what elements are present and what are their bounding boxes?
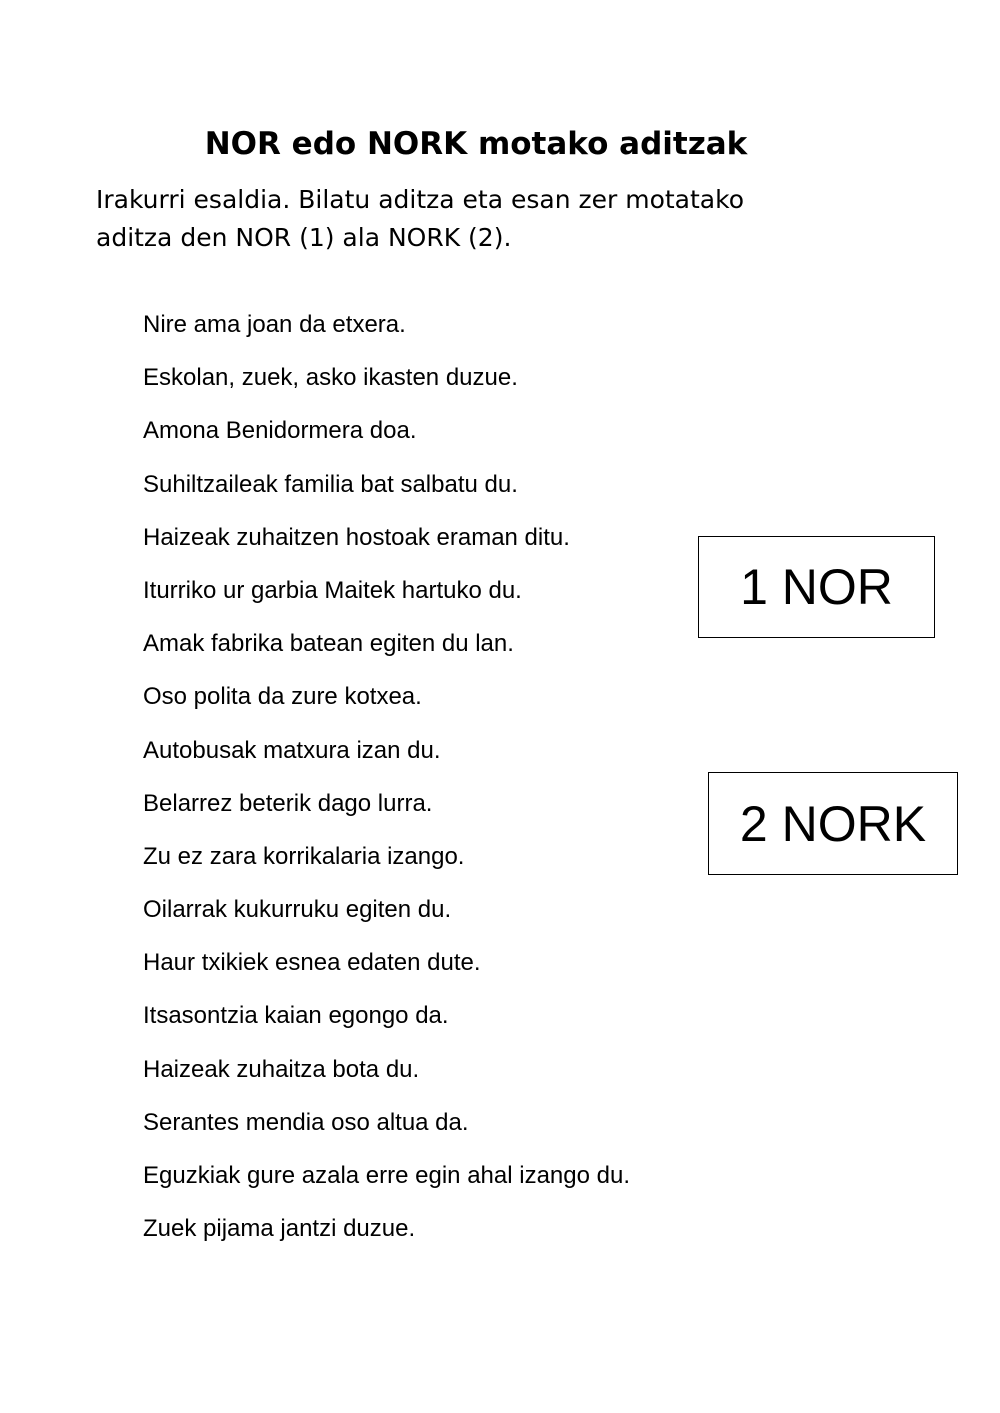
sentence-item: Belarrez beterik dago lurra. — [143, 789, 433, 817]
sentence-item: Eguzkiak gure azala erre egin ahal izango du. — [143, 1162, 630, 1189]
sentence-item: Itsasontzia kaian egongo da. — [143, 1002, 449, 1030]
sentence-item: Serantes mendia oso altua da. — [143, 1108, 469, 1136]
answer-box-nork[interactable]: 2 NORK — [708, 772, 958, 875]
sentence-item: Oso polita da zure kotxea. — [143, 683, 422, 711]
instructions-line-1: Irakurri esaldia. Bilatu aditza eta esan zer motatako — [96, 185, 744, 214]
sentence-item: Haur txikiek esnea edaten dute. — [143, 949, 481, 977]
sentence-item: Haizeak zuhaitzen hostoak eraman ditu. — [143, 523, 570, 551]
sentence-item: Nire ama joan da etxera. — [143, 311, 406, 338]
sentence-item: Zu ez zara korrikalaria izango. — [143, 842, 465, 870]
sentence-item: Zuek pijama jantzi duzue. — [143, 1215, 416, 1243]
sentence-item: Iturriko ur garbia Maitek hartuko du. — [143, 576, 522, 604]
answer-box-nor[interactable]: 1 NOR — [698, 536, 935, 638]
page-title: NOR edo NORK motako aditzak — [204, 126, 748, 162]
sentence-item: Amona Benidormera doa. — [143, 417, 417, 445]
sentence-item: Haizeak zuhaitza bota du. — [143, 1055, 420, 1083]
sentence-item: Eskolan, zuek, asko ikasten duzue. — [143, 364, 518, 392]
sentence-item: Amak fabrika batean egiten du lan. — [143, 630, 514, 658]
instructions-line-2: aditza den NOR (1) ala NORK (2). — [96, 223, 512, 252]
sentence-item: Autobusak matxura izan du. — [143, 736, 441, 764]
sentence-item: Suhiltzaileak familia bat salbatu du. — [143, 470, 518, 498]
sentence-list — [143, 303, 630, 1260]
sentence-item: Oilarrak kukurruku egiten du. — [143, 896, 452, 924]
instructions — [96, 181, 856, 257]
